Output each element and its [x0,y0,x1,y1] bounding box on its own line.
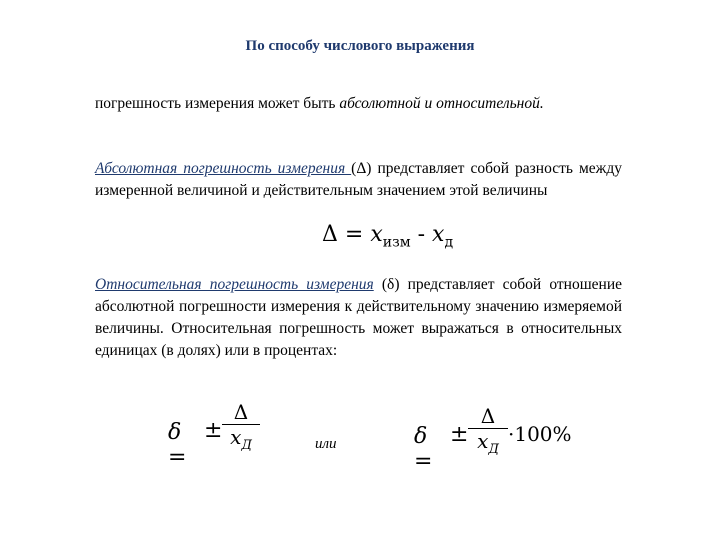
intro-italic-text: абсолютной и относительной. [339,95,544,112]
absolute-error-formula [322,222,453,250]
formula-rel1-den-x: x [230,425,242,449]
slide-title: По способу числового выражения [245,38,475,54]
formula-abs-x1: x [370,222,383,247]
relative-error-term: Относительная погрешность измерения [95,276,374,293]
formula-rel2-pm: ± [450,422,469,447]
relative-error-definition: (δ) представляет собой отношение абсолютной погрешности измерения к действительному значению измеряемой величины. Относительная погрешность может выражаться в относительных единицах (в долях) или в процентах: [95,276,622,359]
absolute-error-definition: (Δ) представляет собой разность между измеренной величиной и действительным значением этой величины [95,160,622,199]
formula-rel1-pm: ± [204,418,223,443]
formula-abs-minus: - [410,222,433,247]
formula-rel1-fraction [222,400,260,453]
formula-rel2-numerator: Δ [480,404,496,428]
formula-abs-lhs: Δ = [322,222,371,247]
intro-text: погрешность измерения может быть [95,95,340,112]
or-text: или [315,436,337,452]
formula-abs-sub1: изм [382,234,411,251]
formula-abs-x2: x [432,222,445,247]
formula-rel2-den-sub: Д [488,442,499,457]
absolute-error-paragraph [95,158,622,202]
formula-rel2-fraction [468,404,508,457]
formula-rel1-den-sub: Д [241,438,252,453]
formula-rel1-lhs: δ = [168,420,187,470]
formula-rel2-den-x: x [477,429,489,453]
formula-rel2-lhs: δ = [414,424,433,474]
intro-paragraph [95,93,622,115]
absolute-error-term: Абсолютная погрешность измерения [95,160,352,177]
formula-rel1-numerator: Δ [233,400,249,424]
formula-rel2-denominator [468,429,508,457]
relative-error-paragraph [95,274,622,362]
formula-rel2-multiplier: ·100% [508,422,572,446]
formula-rel1-denominator [222,425,260,453]
formula-abs-sub2: д [444,234,454,251]
